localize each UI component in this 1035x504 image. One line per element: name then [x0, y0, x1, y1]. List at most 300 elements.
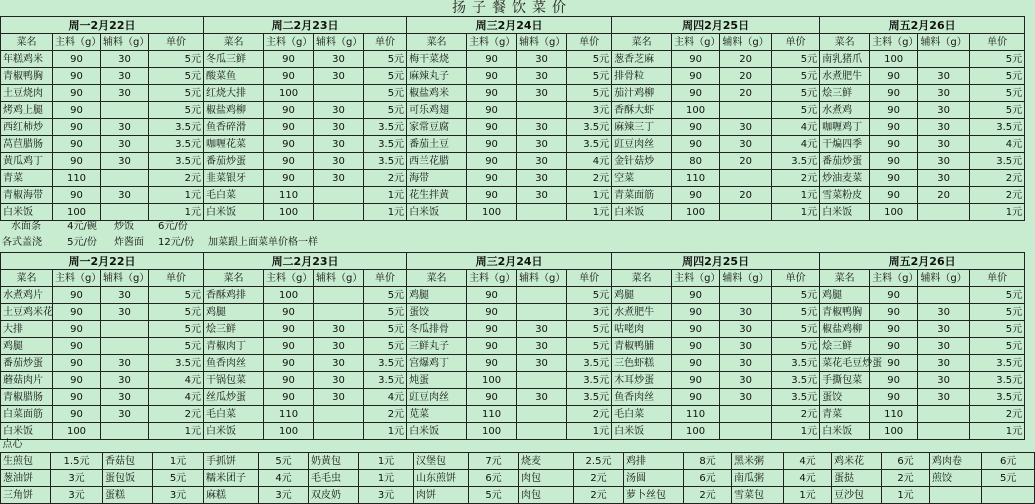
- main-weight: 110: [672, 406, 720, 423]
- side-weight: 30: [314, 68, 364, 85]
- side-weight: 30: [314, 355, 364, 372]
- price: 1元: [970, 423, 1025, 440]
- side-weight: 30: [517, 85, 567, 102]
- price: 5元: [364, 68, 407, 85]
- main-weight: 90: [672, 68, 720, 85]
- remark-text: 加菜跟上面菜单价格一样: [208, 236, 318, 248]
- dish-name: 可乐鸡翅: [407, 102, 467, 119]
- price: 3.5元: [149, 355, 204, 372]
- price: 5元: [149, 338, 204, 355]
- price: 4元: [149, 372, 204, 389]
- snack-name: 南瓜粥: [732, 470, 784, 487]
- side-weight: 30: [101, 136, 149, 153]
- day-header: 周五2月26日: [820, 17, 1025, 34]
- side-weight: 30: [918, 136, 970, 153]
- snack-name: 山东煎饼: [414, 470, 469, 487]
- snack-price: 3元: [51, 487, 103, 504]
- price: 1元: [364, 423, 407, 440]
- main-weight: 100: [870, 204, 918, 221]
- side-weight: [720, 287, 772, 304]
- extra-item: 水面条: [11, 220, 41, 232]
- dish-name: 水煮肥牛: [820, 68, 870, 85]
- dish-name: 白米饭: [1, 204, 53, 221]
- blank-cell: [206, 218, 1024, 234]
- main-weight: 90: [264, 389, 314, 406]
- price: 3.5元: [149, 136, 204, 153]
- table-row: [1, 372, 1025, 389]
- snack-name: 汤圆: [624, 470, 684, 487]
- column-header-side: 辅料（g）: [314, 34, 364, 51]
- dish-name: 白米饭: [204, 423, 264, 440]
- main-weight: 90: [870, 119, 918, 136]
- snack-name: 糯米团子: [204, 470, 259, 487]
- main-weight: 100: [53, 204, 101, 221]
- price: 1元: [149, 204, 204, 221]
- side-weight: 30: [101, 153, 149, 170]
- column-header-main: 主料（g）: [672, 34, 720, 51]
- side-weight: [517, 287, 567, 304]
- price: 1元: [970, 204, 1025, 221]
- price: 1元: [772, 204, 820, 221]
- dish-name: 咕咾肉: [612, 321, 672, 338]
- snack-name: 双皮奶: [309, 487, 359, 504]
- main-weight: 90: [672, 321, 720, 338]
- side-weight: [101, 338, 149, 355]
- dish-name: 鱼香碎滑: [204, 119, 264, 136]
- main-weight: 90: [672, 338, 720, 355]
- price: 5元: [772, 287, 820, 304]
- main-weight: 110: [264, 406, 314, 423]
- side-weight: [517, 406, 567, 423]
- dish-name: 大排: [1, 321, 53, 338]
- notes-row: [0, 218, 1024, 234]
- side-weight: 30: [720, 136, 772, 153]
- dish-name: 烤鸡上腿: [1, 102, 53, 119]
- snack-name: [930, 487, 982, 504]
- price: 2元: [364, 406, 407, 423]
- column-header-main: 主料（g）: [672, 270, 720, 287]
- price: 3元: [567, 304, 612, 321]
- dish-name: 丝瓜炒蛋: [204, 389, 264, 406]
- main-weight: 90: [870, 136, 918, 153]
- day-header: 周三2月24日: [407, 17, 612, 34]
- main-weight: 90: [53, 85, 101, 102]
- main-weight: 100: [264, 204, 314, 221]
- table-row: [1, 51, 1025, 68]
- column-header-side: 辅料（g）: [101, 270, 149, 287]
- side-weight: 30: [517, 153, 567, 170]
- side-weight: [314, 304, 364, 321]
- price: 5元: [149, 51, 204, 68]
- main-weight: 90: [264, 153, 314, 170]
- table-row: [1, 338, 1025, 355]
- dish-name: 麻辣三丁: [612, 119, 672, 136]
- price: 5元: [149, 85, 204, 102]
- side-weight: 30: [314, 119, 364, 136]
- column-header-side: 辅料（g）: [517, 270, 567, 287]
- snack-price: 6元: [469, 470, 519, 487]
- dish-name: 白米饭: [820, 423, 870, 440]
- main-weight: 90: [264, 102, 314, 119]
- dish-name: 番茄炒蛋: [204, 153, 264, 170]
- notes-row: [0, 234, 1024, 250]
- main-weight: 90: [264, 338, 314, 355]
- price: 4元: [970, 136, 1025, 153]
- main-weight: 100: [467, 372, 517, 389]
- dish-name: 鸡腿: [1, 338, 53, 355]
- side-weight: 30: [918, 170, 970, 187]
- snack-price: 1元: [153, 453, 204, 470]
- side-weight: 30: [918, 338, 970, 355]
- snack-row: [1, 470, 1035, 487]
- price: 5元: [772, 68, 820, 85]
- side-weight: 30: [101, 304, 149, 321]
- price: 3.5元: [567, 355, 612, 372]
- dish-name: 黄瓜鸡丁: [1, 153, 53, 170]
- main-weight: 110: [467, 406, 517, 423]
- side-weight: [918, 287, 970, 304]
- price: 5元: [567, 287, 612, 304]
- side-weight: 30: [918, 119, 970, 136]
- main-weight: 90: [870, 372, 918, 389]
- dish-name: 青菜: [820, 406, 870, 423]
- snack-price: 5元: [982, 470, 1035, 487]
- dish-name: 鸡腿: [820, 287, 870, 304]
- dish-name: 冬瓜三鲜: [204, 51, 264, 68]
- column-header-dish: 菜名: [204, 34, 264, 51]
- side-weight: 20: [720, 153, 772, 170]
- dish-name: 蛋饺: [407, 304, 467, 321]
- day-header: 周四2月25日: [612, 17, 820, 34]
- dish-name: 鸡腿: [204, 304, 264, 321]
- price: 2元: [149, 170, 204, 187]
- main-weight: 100: [264, 287, 314, 304]
- table-row: [1, 85, 1025, 102]
- snack-name: 蛋糕: [103, 487, 153, 504]
- dish-name: 番茄炒蛋: [820, 153, 870, 170]
- extra-item: 各式盖浇: [2, 236, 42, 248]
- snack-price: 2元: [684, 487, 732, 504]
- column-header-dish: 菜名: [612, 270, 672, 287]
- side-weight: 30: [517, 338, 567, 355]
- column-header-main: 主料（g）: [870, 34, 918, 51]
- main-weight: 90: [264, 136, 314, 153]
- price: 3.5元: [567, 136, 612, 153]
- snack-name: 麻糕: [204, 487, 259, 504]
- main-weight: 100: [264, 85, 314, 102]
- main-weight: 90: [53, 389, 101, 406]
- price: 3.5元: [970, 153, 1025, 170]
- price: 3.5元: [364, 119, 407, 136]
- table-row: [1, 187, 1025, 204]
- snack-price: 3元: [359, 487, 414, 504]
- main-weight: 90: [264, 372, 314, 389]
- price: 1元: [772, 187, 820, 204]
- side-weight: 30: [517, 321, 567, 338]
- main-weight: 90: [467, 389, 517, 406]
- main-weight: 90: [467, 187, 517, 204]
- dish-name: 青椒鸭胸: [1, 68, 53, 85]
- side-weight: 30: [314, 338, 364, 355]
- day-header: 周二2月23日: [204, 253, 407, 270]
- day-header: 周五2月26日: [820, 253, 1025, 270]
- snack-price: 7元: [469, 453, 519, 470]
- dish-name: 干锅包菜: [204, 372, 264, 389]
- dish-name: 番茄炒蛋: [1, 355, 53, 372]
- side-weight: 30: [918, 102, 970, 119]
- snack-price: 1.5元: [51, 453, 103, 470]
- side-weight: 30: [918, 372, 970, 389]
- main-weight: 90: [53, 119, 101, 136]
- snack-price: 1元: [882, 487, 930, 504]
- table-row: [1, 304, 1025, 321]
- main-weight: 90: [870, 153, 918, 170]
- snack-name: 雪菜包: [732, 487, 784, 504]
- main-weight: 90: [467, 85, 517, 102]
- dish-name: 花生拌黄: [407, 187, 467, 204]
- dish-name: 椒盐鸡米: [407, 85, 467, 102]
- side-weight: [314, 85, 364, 102]
- side-weight: 30: [720, 355, 772, 372]
- dish-name: 西兰花腊: [407, 153, 467, 170]
- snack-name: 萝卜丝包: [624, 487, 684, 504]
- price: 5元: [772, 85, 820, 102]
- dish-name: 香酥鸡排: [204, 287, 264, 304]
- price: 5元: [772, 304, 820, 321]
- dish-name: 咖喱鸡丁: [820, 119, 870, 136]
- price: 3.5元: [970, 119, 1025, 136]
- main-weight: 90: [672, 85, 720, 102]
- column-header-main: 主料（g）: [53, 270, 101, 287]
- snack-price: 8元: [684, 453, 732, 470]
- price: 5元: [364, 102, 407, 119]
- dish-name: 家常豆腐: [407, 119, 467, 136]
- main-weight: 90: [672, 389, 720, 406]
- dish-name: 干煸四季: [820, 136, 870, 153]
- side-weight: 30: [918, 355, 970, 372]
- day-header: 周四2月25日: [612, 253, 820, 270]
- side-weight: 30: [918, 321, 970, 338]
- main-weight: 90: [870, 170, 918, 187]
- side-weight: 30: [720, 338, 772, 355]
- main-weight: 90: [870, 304, 918, 321]
- side-weight: 30: [101, 389, 149, 406]
- main-weight: 90: [672, 51, 720, 68]
- main-weight: 90: [53, 136, 101, 153]
- snacks-heading-row: [1, 436, 1035, 453]
- snack-price: 2元: [574, 470, 624, 487]
- price: 2元: [970, 170, 1025, 187]
- snack-price: 5元: [469, 487, 519, 504]
- side-weight: 30: [101, 85, 149, 102]
- side-weight: 30: [720, 321, 772, 338]
- column-header-price: 单价: [364, 34, 407, 51]
- dish-name: 青椒鸭胸: [820, 304, 870, 321]
- price: 4元: [567, 153, 612, 170]
- dish-name: 土豆鸡米花: [1, 304, 53, 321]
- main-weight: 90: [264, 304, 314, 321]
- side-weight: 30: [101, 287, 149, 304]
- main-weight: 90: [53, 102, 101, 119]
- dish-name: 海带: [407, 170, 467, 187]
- dish-name: 鱼香肉丝: [204, 355, 264, 372]
- dish-name: 蘑菇肉片: [1, 372, 53, 389]
- snack-row: [1, 487, 1035, 504]
- dish-name: 烩三鲜: [820, 85, 870, 102]
- main-weight: 90: [53, 321, 101, 338]
- price: 5元: [149, 304, 204, 321]
- price: 4元: [772, 119, 820, 136]
- side-weight: 30: [314, 372, 364, 389]
- main-weight: 90: [672, 136, 720, 153]
- side-weight: 30: [314, 170, 364, 187]
- side-weight: 30: [314, 321, 364, 338]
- side-weight: 30: [101, 51, 149, 68]
- dish-name: 三鲜丸子: [407, 338, 467, 355]
- dish-name: 豇豆肉丝: [612, 136, 672, 153]
- main-weight: 90: [53, 338, 101, 355]
- side-weight: [720, 406, 772, 423]
- price: 3.5元: [567, 119, 612, 136]
- snack-row: [1, 453, 1035, 470]
- dish-name: 白米饭: [407, 204, 467, 221]
- main-weight: 90: [672, 355, 720, 372]
- main-weight: 90: [870, 321, 918, 338]
- column-header-price: 单价: [970, 34, 1025, 51]
- price: 3元: [567, 102, 612, 119]
- side-weight: 20: [720, 85, 772, 102]
- price: 5元: [970, 68, 1025, 85]
- price: 5元: [772, 338, 820, 355]
- table-row: [1, 389, 1025, 406]
- main-weight: 90: [53, 187, 101, 204]
- main-weight: 90: [264, 321, 314, 338]
- dish-name: 香酥大虾: [612, 102, 672, 119]
- side-weight: 30: [314, 389, 364, 406]
- snack-price: 1元: [359, 470, 414, 487]
- dish-name: 排骨粒: [612, 68, 672, 85]
- price: 1元: [772, 423, 820, 440]
- main-weight: 100: [53, 423, 101, 440]
- column-header-side: 辅料（g）: [517, 34, 567, 51]
- snack-price: 3元: [259, 487, 309, 504]
- dish-name: 木耳炒蛋: [612, 372, 672, 389]
- column-header-dish: 菜名: [204, 270, 264, 287]
- side-weight: 30: [517, 136, 567, 153]
- side-weight: [517, 304, 567, 321]
- table-row: [1, 406, 1025, 423]
- column-header-price: 单价: [567, 34, 612, 51]
- price: 2元: [970, 187, 1025, 204]
- dish-name: 白菜面筋: [1, 406, 53, 423]
- dish-name: 年糕鸡米: [1, 51, 53, 68]
- main-weight: 90: [672, 304, 720, 321]
- price: 5元: [970, 287, 1025, 304]
- side-weight: 30: [517, 51, 567, 68]
- snack-price: 2元: [882, 470, 930, 487]
- dish-name: 椒盐鸡柳: [820, 321, 870, 338]
- snack-name: 香菇包: [103, 453, 153, 470]
- snack-name: 肉饼: [414, 487, 469, 504]
- dish-name: 青椒鸭脯: [612, 338, 672, 355]
- price: 5元: [364, 85, 407, 102]
- side-weight: 20: [720, 51, 772, 68]
- column-header-side: 辅料（g）: [720, 270, 772, 287]
- column-header-side: 辅料（g）: [720, 34, 772, 51]
- side-weight: 20: [918, 187, 970, 204]
- snack-name: 豆沙包: [832, 487, 882, 504]
- extra-item: 炒饭: [114, 220, 134, 232]
- price: 2元: [772, 406, 820, 423]
- price: 5元: [970, 304, 1025, 321]
- column-header-dish: 菜名: [612, 34, 672, 51]
- dish-name: 烩三鲜: [204, 321, 264, 338]
- column-header-price: 单价: [772, 270, 820, 287]
- side-weight: 30: [314, 136, 364, 153]
- side-weight: 30: [720, 389, 772, 406]
- snack-price: [982, 487, 1035, 504]
- main-weight: 90: [53, 51, 101, 68]
- snack-name: 鸡米花: [832, 453, 882, 470]
- snack-name: 黑米粥: [732, 453, 784, 470]
- dish-name: 土豆烧肉: [1, 85, 53, 102]
- side-weight: [720, 102, 772, 119]
- main-weight: 100: [467, 204, 517, 221]
- main-weight: 100: [672, 102, 720, 119]
- main-weight: 90: [467, 136, 517, 153]
- snack-name: 手抓饼: [204, 453, 259, 470]
- snack-price: 6元: [982, 453, 1035, 470]
- snack-name: 奶黄包: [309, 453, 359, 470]
- table-row: [1, 170, 1025, 187]
- main-weight: 100: [672, 204, 720, 221]
- column-header-main: 主料（g）: [264, 270, 314, 287]
- price: 3.5元: [364, 372, 407, 389]
- side-weight: 30: [517, 119, 567, 136]
- column-header-row: [1, 270, 1025, 287]
- snack-name: 三角饼: [1, 487, 51, 504]
- column-header-main: 主料（g）: [870, 270, 918, 287]
- column-header-row: [1, 34, 1025, 51]
- table-row: [1, 321, 1025, 338]
- dish-name: 白米饭: [612, 204, 672, 221]
- side-weight: 30: [918, 153, 970, 170]
- side-weight: 20: [720, 68, 772, 85]
- column-header-price: 单价: [970, 270, 1025, 287]
- main-weight: 90: [53, 304, 101, 321]
- column-header-price: 单价: [567, 270, 612, 287]
- price: 5元: [772, 51, 820, 68]
- side-weight: 30: [918, 85, 970, 102]
- price: 3.5元: [149, 153, 204, 170]
- day-header-row: [1, 17, 1025, 34]
- day-header: 周一2月22日: [1, 17, 204, 34]
- snack-price: 2元: [574, 487, 624, 504]
- side-weight: 30: [720, 304, 772, 321]
- main-weight: 90: [467, 119, 517, 136]
- dish-name: 金针菇炒: [612, 153, 672, 170]
- snack-price: 2.5元: [574, 453, 624, 470]
- dish-name: 毛白菜: [612, 406, 672, 423]
- snack-price: 4元: [784, 453, 832, 470]
- day-header-row: [1, 253, 1025, 270]
- dish-name: 葱香芝麻: [612, 51, 672, 68]
- main-weight: 90: [870, 338, 918, 355]
- price: 3.5元: [364, 136, 407, 153]
- day-header: 周三2月24日: [407, 253, 612, 270]
- menu-table-week1: [0, 16, 1025, 221]
- price: 1元: [567, 423, 612, 440]
